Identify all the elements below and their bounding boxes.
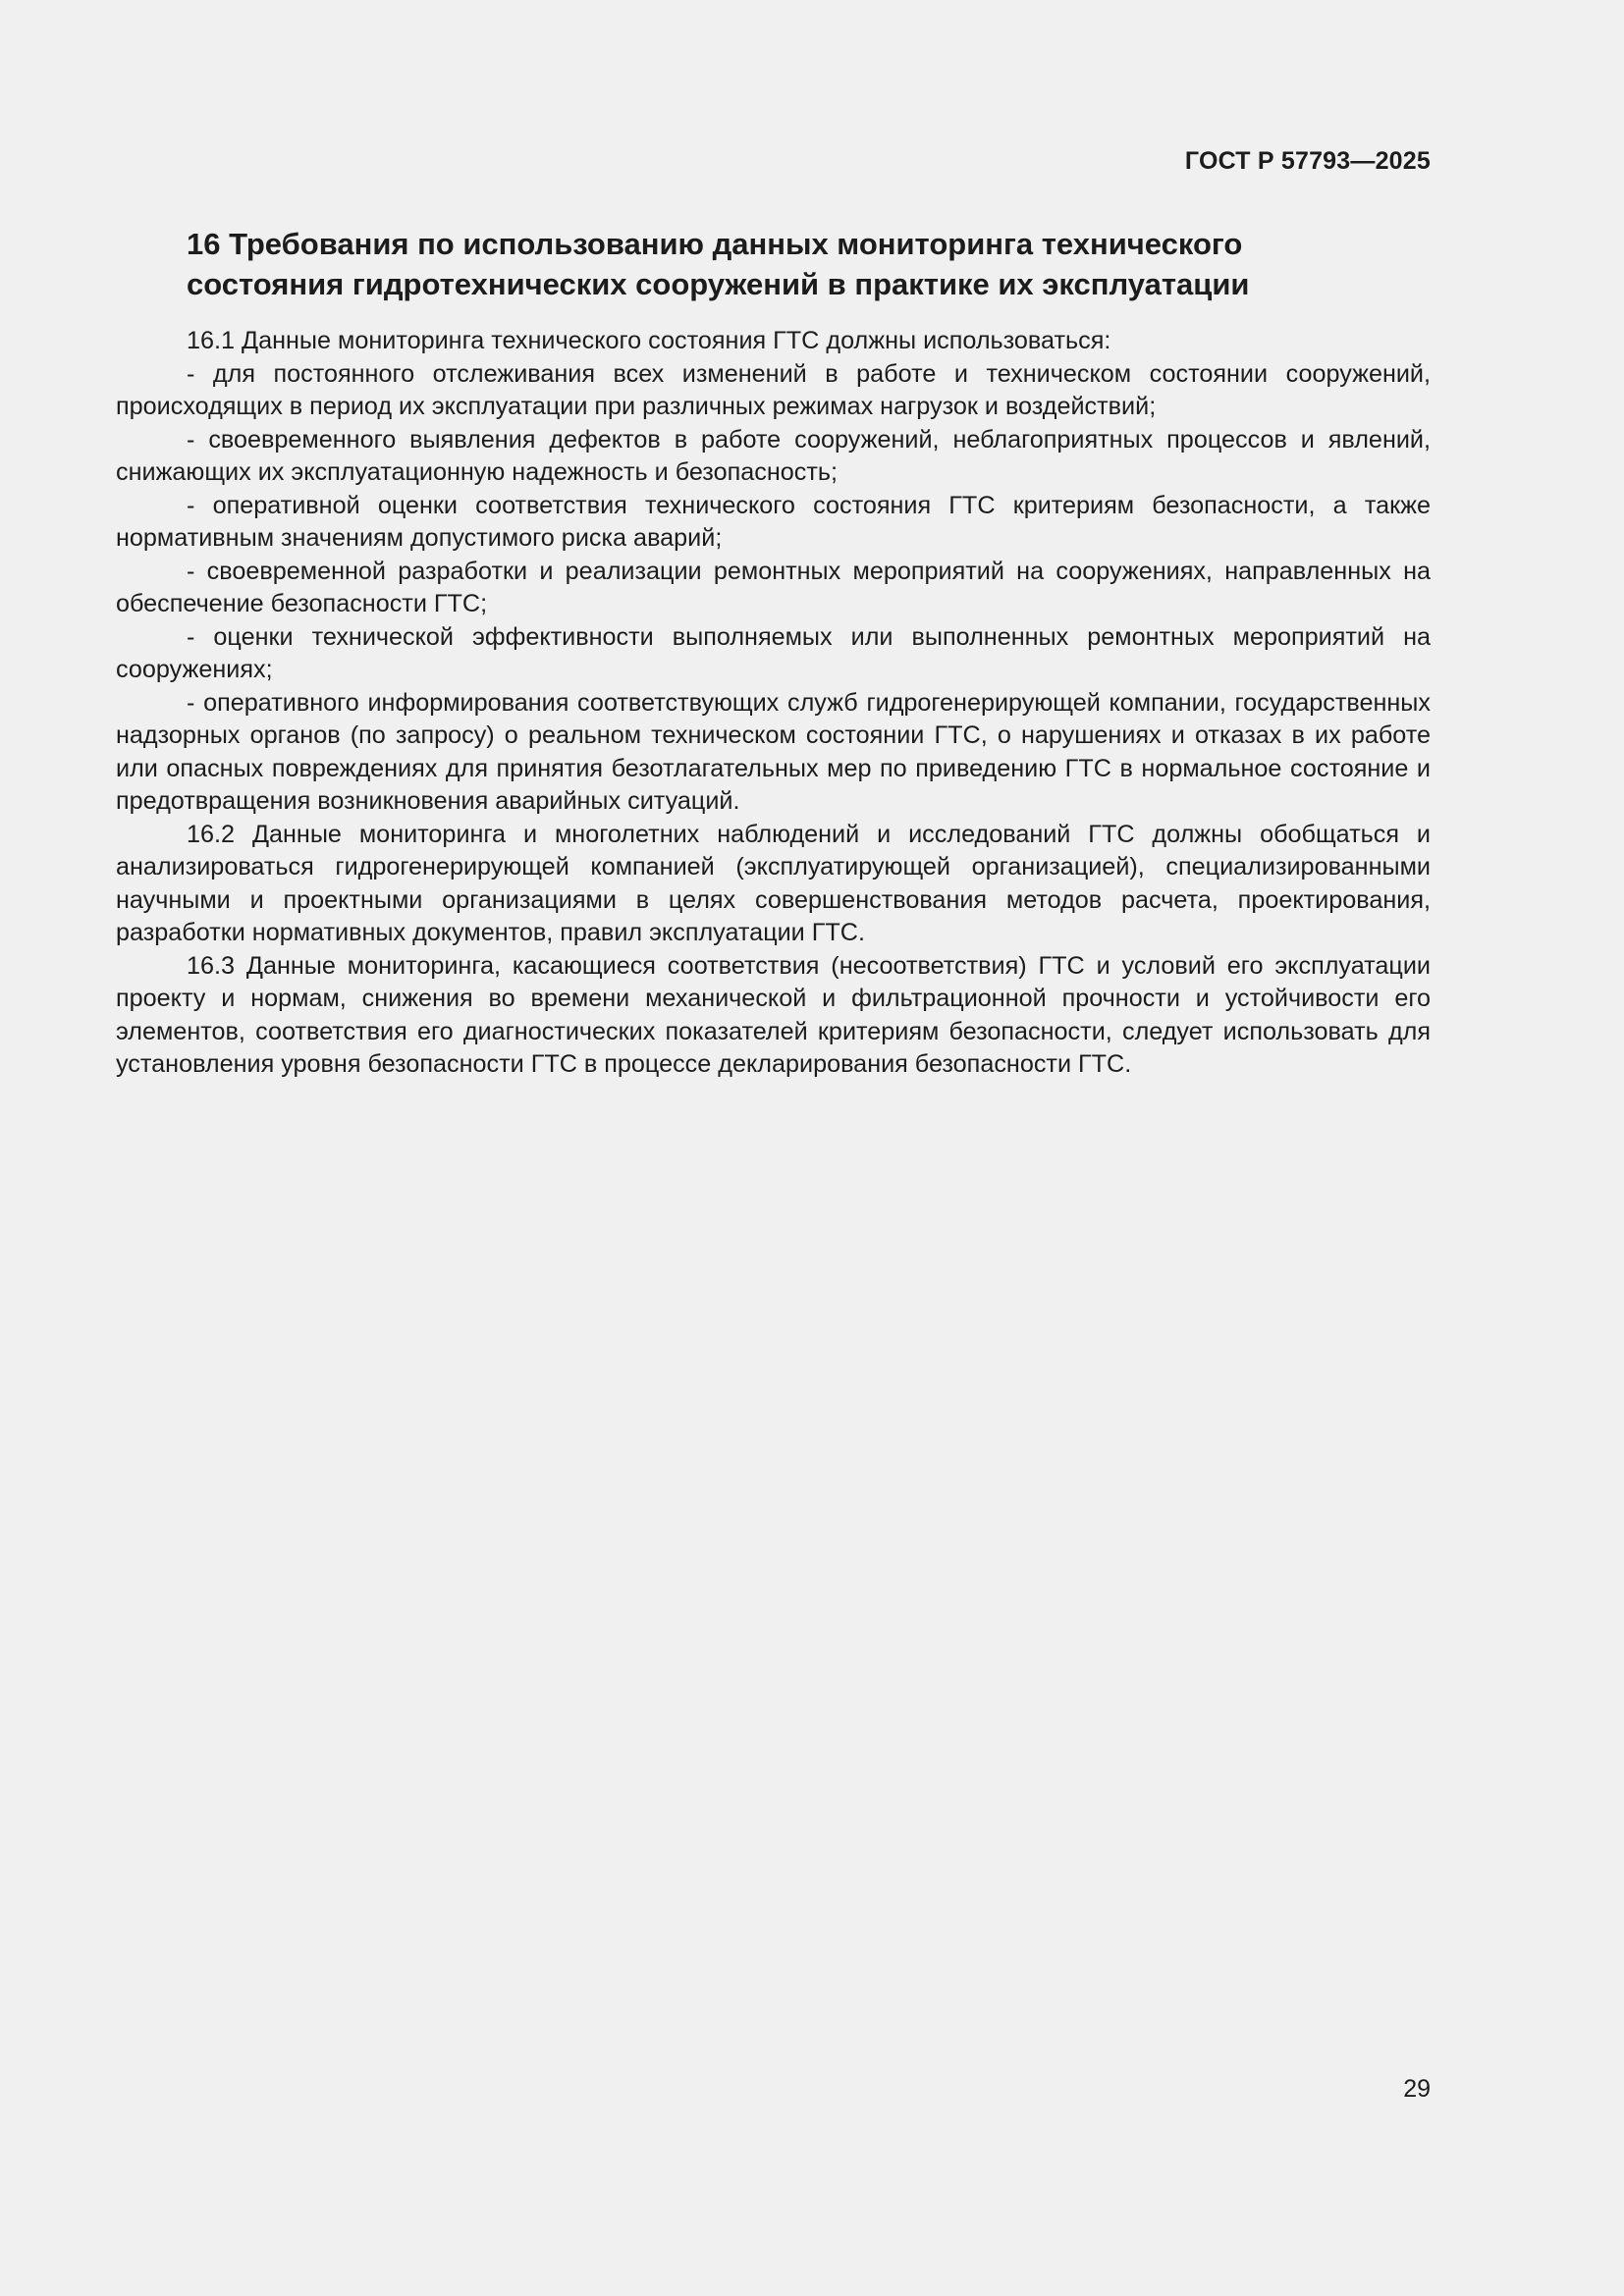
paragraph-16-1: 16.1 Данные мониторинга технического состояния ГТС должны использоваться: [187,327,1111,354]
section-title-line-1: 16 Требования по использованию данных мониторинга технического [187,227,1243,261]
list-item-defect-detection: - своевременного выявления дефектов в работе сооружений, неблагоприятных процессов и явлений, снижающих их эксплуатационную надежность и безопасность; [116,425,1431,486]
paragraph-16-2: 16.2 Данные мониторинга и многолетних наблюдений и исследований ГТС должны обобщаться и анализироваться гидрогенерирующей компанией (эксплуатирующей организацией), специализированными научными и проектными организациями в целях совершенствования методов расчета, проектирования, разработки нормативных документов, правил эксплуатации ГТС. [116,820,1431,946]
section-body [116,325,1431,1082]
section-title [187,224,1414,304]
document-code: ГОСТ Р 57793—2025 [1184,147,1431,175]
paragraph-16-3: 16.3 Данные мониторинга, касающиеся соответствия (несоответствия) ГТС и условий его эксплуатации проекту и нормам, снижения во времени механической и фильтрационной прочности и устойчивости его элементов, соответствия его диагностических показателей критериям безопасности, следует использовать для установления уровня безопасности ГТС в процессе декларирования безопасности ГТС. [116,951,1431,1078]
list-item-repair-planning: - своевременной разработки и реализации ремонтных мероприятий на сооружениях, направленных на обеспечение безопасности ГТС; [116,557,1431,617]
list-item-constant-tracking: - для постоянного отслеживания всех изменений в работе и техническом состоянии сооружений, происходящих в период их эксплуатации при различных режимах нагрузок и воздействий; [116,359,1431,420]
list-item-repair-efficiency: - оценки технической эффективности выполняемых или выполненных ремонтных мероприятий на сооружениях; [116,622,1431,683]
page-number: 29 [1403,2075,1431,2103]
list-item-compliance-assessment: - оперативной оценки соответствия технического состояния ГТС критериям безопасности, а также нормативным значениям допустимого риска аварий; [116,491,1431,552]
list-item-informing-services: - оперативного информирования соответствующих служб гидрогенерирующей компании, государственных надзорных органов (по запросу) о реальном техническом состоянии ГТС, о нарушениях и отказах в их работе или опасных повреждениях для принятия безотлагательных мер по приведению ГТС в нормальное состояние и предотвращения возникновения аварийных ситуаций. [116,688,1431,815]
section-title-line-2: состояния гидротехнических сооружений в практике их эксплуатации [187,267,1250,301]
